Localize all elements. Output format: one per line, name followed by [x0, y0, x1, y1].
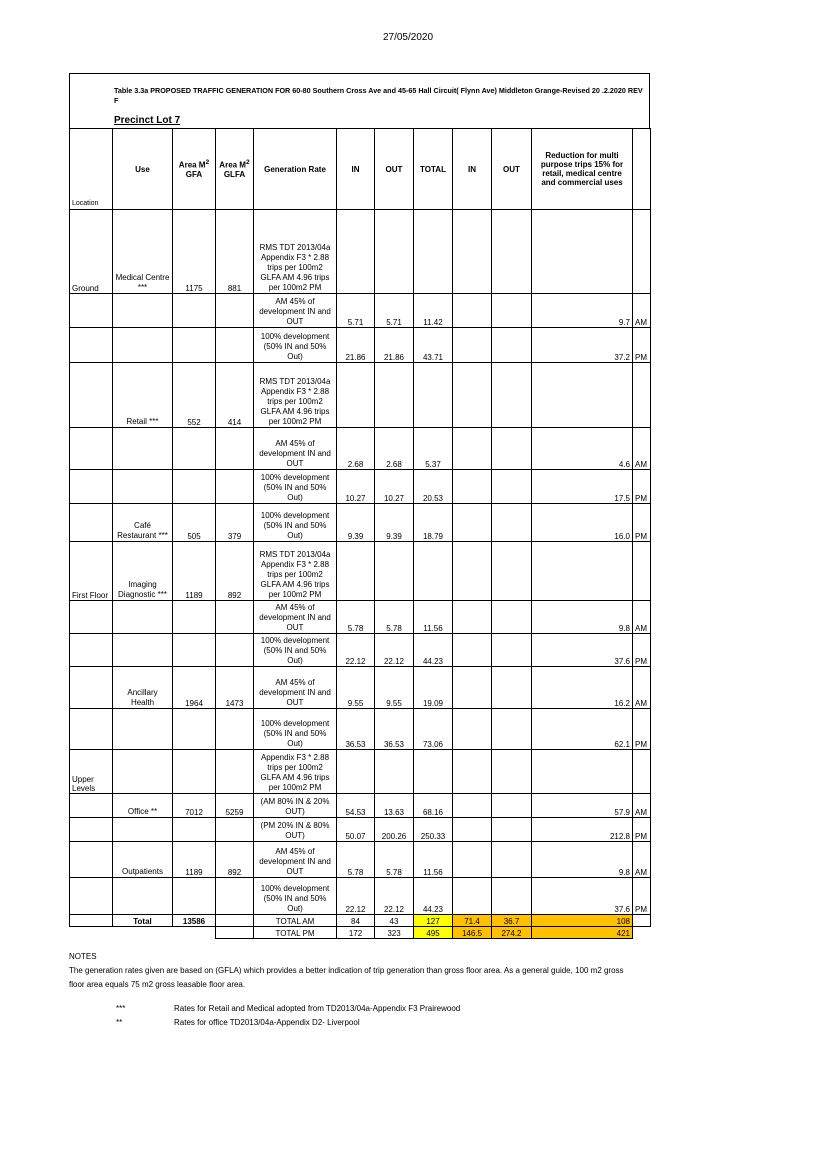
row-total: 11.42: [414, 294, 453, 328]
row-gfa: 505: [173, 504, 216, 542]
row-in: 5.78: [337, 601, 375, 634]
row-out: 2.68: [375, 428, 414, 470]
row-glfa: 892: [216, 842, 254, 878]
footnote-1: [116, 1004, 460, 1013]
row-out-reduced: [492, 294, 532, 328]
total-pm-in: 172: [337, 927, 375, 939]
total-am-in-reduced: 71.4: [453, 915, 492, 927]
table-row: [70, 709, 651, 750]
row-in: 21.86: [337, 328, 375, 363]
total-pm-row: [70, 927, 651, 939]
row-reduction: [532, 750, 633, 794]
table-row: [70, 470, 651, 504]
row-in-reduced: [453, 842, 492, 878]
row-glfa: [216, 294, 254, 328]
table-row: [70, 794, 651, 818]
row-use: [113, 750, 173, 794]
row-gfa: [173, 294, 216, 328]
row-out-reduced: [492, 470, 532, 504]
col-reduction: Reduction for multi purpose trips 15% for retail, medical centre and commercial uses: [532, 129, 633, 210]
col-glfa: Area $M^2$ GLFA: [216, 129, 254, 210]
row-in: 5.71: [337, 294, 375, 328]
row-out-reduced: [492, 667, 532, 709]
row-generation-rate: (AM 80% IN & 20% OUT): [254, 794, 337, 818]
row-glfa: [216, 470, 254, 504]
row-reduction: 62.1: [532, 709, 633, 750]
footnote-2: [116, 1018, 360, 1027]
footnote-text: Rates for Retail and Medical adopted from TD2013/04a-Appendix F3 Prairewood: [174, 1004, 461, 1013]
row-out-reduced: [492, 428, 532, 470]
row-total: 68.16: [414, 794, 453, 818]
row-generation-rate: RMS TDT 2013/04a Appendix F3 * 2.88 trips per 100m2 GLFA AM 4.96 trips per 100m2 PM: [254, 542, 337, 601]
row-generation-rate: AM 45% of development IN and OUT: [254, 601, 337, 634]
row-location: [70, 363, 113, 428]
row-use: Retail ***: [113, 363, 173, 428]
row-glfa: 881: [216, 210, 254, 294]
row-period: AM: [633, 428, 651, 470]
row-location: [70, 667, 113, 709]
row-generation-rate: Appendix F3 * 2.88 trips per 100m2 GLFA AM 4.96 trips per 100m2 PM: [254, 750, 337, 794]
row-use: [113, 818, 173, 842]
row-out: [375, 750, 414, 794]
row-period: AM: [633, 842, 651, 878]
col-period: [633, 129, 651, 210]
row-glfa: [216, 634, 254, 667]
table-row: [70, 363, 651, 428]
footnote-text: Rates for office TD2013/04a-Appendix D2- Liverpool: [174, 1018, 360, 1027]
col-in: IN: [337, 129, 375, 210]
row-generation-rate: 100% development (50% IN and 50% Out): [254, 709, 337, 750]
row-reduction: 37.2: [532, 328, 633, 363]
row-use: Imaging Diagnostic ***: [113, 542, 173, 601]
total-am-in: 84: [337, 915, 375, 927]
col-use: Use: [113, 129, 173, 210]
row-in-reduced: [453, 470, 492, 504]
row-generation-rate: RMS TDT 2013/04a Appendix F3 * 2.88 trips per 100m2 GLFA AM 4.96 trips per 100m2 PM: [254, 210, 337, 294]
row-use: [113, 601, 173, 634]
row-gfa: 552: [173, 363, 216, 428]
row-total: 73.06: [414, 709, 453, 750]
row-reduction: 37.6: [532, 878, 633, 915]
row-use: Outpatients: [113, 842, 173, 878]
col-gfa: Area $M^2$ GFA: [173, 129, 216, 210]
row-out-reduced: [492, 328, 532, 363]
row-total: 44.23: [414, 878, 453, 915]
row-location: First Floor: [70, 542, 113, 601]
row-in: 9.39: [337, 504, 375, 542]
notes-text: The generation rates given are based on (GFLA) which provides a better indication of trip generation than gross floor area. As a general guide, 100 m2 gross floor area equals 75 m2 gross leasable floor area.: [69, 966, 624, 989]
row-in-reduced: [453, 294, 492, 328]
table-row: [70, 542, 651, 601]
row-total: 19.09: [414, 667, 453, 709]
row-out-reduced: [492, 794, 532, 818]
row-reduction: 9.7: [532, 294, 633, 328]
row-location: [70, 504, 113, 542]
row-reduction: 9.8: [532, 601, 633, 634]
row-location: [70, 470, 113, 504]
row-out: 9.39: [375, 504, 414, 542]
row-location: [70, 634, 113, 667]
col-total: TOTAL: [414, 129, 453, 210]
row-reduction: 9.8: [532, 842, 633, 878]
row-generation-rate: AM 45% of development IN and OUT: [254, 294, 337, 328]
table-title-block: [69, 73, 650, 129]
row-total: 43.71: [414, 328, 453, 363]
row-period: PM: [633, 878, 651, 915]
row-glfa: [216, 878, 254, 915]
row-glfa: [216, 818, 254, 842]
row-reduction: 17.5: [532, 470, 633, 504]
row-location: [70, 428, 113, 470]
row-period: [633, 750, 651, 794]
row-generation-rate: AM 45% of development IN and OUT: [254, 428, 337, 470]
row-use: [113, 428, 173, 470]
total-pm-out-reduced: 274.2: [492, 927, 532, 939]
row-reduction: 16.0: [532, 504, 633, 542]
total-gfa: 13586: [173, 915, 216, 927]
row-out: 22.12: [375, 634, 414, 667]
row-period: AM: [633, 667, 651, 709]
row-in: 54.53: [337, 794, 375, 818]
table-row: [70, 428, 651, 470]
row-in: [337, 542, 375, 601]
row-in-reduced: [453, 818, 492, 842]
row-generation-rate: 100% development (50% IN and 50% Out): [254, 504, 337, 542]
row-out-reduced: [492, 818, 532, 842]
total-am-label: TOTAL AM: [254, 915, 337, 927]
row-glfa: 892: [216, 542, 254, 601]
row-out-reduced: [492, 363, 532, 428]
row-location: [70, 842, 113, 878]
row-gfa: [173, 601, 216, 634]
row-total: 11.56: [414, 601, 453, 634]
row-location: [70, 794, 113, 818]
total-pm-out: 323: [375, 927, 414, 939]
col-location: Location: [70, 129, 113, 210]
table-title: Table 3.3a PROPOSED TRAFFIC GENERATION FOR 60-80 Southern Cross Ave and 45-65 Hall Circuit( Flynn Ave) Middleton Grange-Revised 20 .2.2020 REV F: [114, 86, 643, 105]
row-location: [70, 328, 113, 363]
row-in: 50.07: [337, 818, 375, 842]
row-period: PM: [633, 818, 651, 842]
header-row: [70, 129, 651, 210]
row-generation-rate: AM 45% of development IN and OUT: [254, 667, 337, 709]
row-period: PM: [633, 504, 651, 542]
row-out: 36.53: [375, 709, 414, 750]
row-in-reduced: [453, 794, 492, 818]
row-out-reduced: [492, 634, 532, 667]
row-period: AM: [633, 294, 651, 328]
row-location: [70, 601, 113, 634]
footnote-mark: ***: [116, 1004, 126, 1013]
row-in-reduced: [453, 709, 492, 750]
table-row: [70, 294, 651, 328]
total-am-reduction: 108: [532, 915, 633, 927]
row-reduction: 4.6: [532, 428, 633, 470]
col-rate: Generation Rate: [254, 129, 337, 210]
row-period: AM: [633, 601, 651, 634]
total-am-out: 43: [375, 915, 414, 927]
row-location: [70, 818, 113, 842]
row-use: [113, 470, 173, 504]
row-generation-rate: 100% development (50% IN and 50% Out): [254, 878, 337, 915]
total-am-total: 127: [414, 915, 453, 927]
row-use: [113, 634, 173, 667]
row-in: 22.12: [337, 878, 375, 915]
row-gfa: 1175: [173, 210, 216, 294]
total-am-row: [70, 915, 651, 927]
row-gfa: 1189: [173, 842, 216, 878]
row-in: 22.12: [337, 634, 375, 667]
row-glfa: 414: [216, 363, 254, 428]
row-generation-rate: (PM 20% IN & 80% OUT): [254, 818, 337, 842]
total-loc: [70, 915, 113, 927]
row-location: [70, 709, 113, 750]
notes-heading: NOTES: [69, 952, 97, 961]
row-gfa: [173, 470, 216, 504]
row-out: 5.78: [375, 842, 414, 878]
row-in-reduced: [453, 750, 492, 794]
row-out: 13.63: [375, 794, 414, 818]
row-generation-rate: 100% development (50% IN and 50% Out): [254, 328, 337, 363]
row-glfa: [216, 709, 254, 750]
total-glfa: [216, 915, 254, 927]
row-total: 18.79: [414, 504, 453, 542]
row-reduction: [532, 542, 633, 601]
row-in-reduced: [453, 542, 492, 601]
row-glfa: 379: [216, 504, 254, 542]
row-out: 21.86: [375, 328, 414, 363]
row-reduction: 37.6: [532, 634, 633, 667]
total-pm-reduction: 421: [532, 927, 633, 939]
row-use: Office **: [113, 794, 173, 818]
row-out: [375, 542, 414, 601]
row-in-reduced: [453, 601, 492, 634]
table-row: [70, 328, 651, 363]
total-am-out-reduced: 36.7: [492, 915, 532, 927]
row-glfa: [216, 601, 254, 634]
row-gfa: [173, 878, 216, 915]
total-pm-total: 495: [414, 927, 453, 939]
row-in: 10.27: [337, 470, 375, 504]
row-gfa: 1189: [173, 542, 216, 601]
traffic-generation-table: [69, 128, 651, 939]
row-in: [337, 750, 375, 794]
row-out: 200.26: [375, 818, 414, 842]
row-in-reduced: [453, 428, 492, 470]
row-total: [414, 542, 453, 601]
row-out-reduced: [492, 601, 532, 634]
row-in: 2.68: [337, 428, 375, 470]
row-generation-rate: 100% development (50% IN and 50% Out): [254, 634, 337, 667]
row-period: PM: [633, 634, 651, 667]
row-glfa: 1473: [216, 667, 254, 709]
row-gfa: 1964: [173, 667, 216, 709]
row-generation-rate: RMS TDT 2013/04a Appendix F3 * 2.88 trips per 100m2 GLFA AM 4.96 trips per 100m2 PM: [254, 363, 337, 428]
row-out: [375, 210, 414, 294]
row-period: PM: [633, 709, 651, 750]
report-date: 27/05/2020: [382, 32, 434, 43]
row-out: 10.27: [375, 470, 414, 504]
row-in-reduced: [453, 328, 492, 363]
row-out-reduced: [492, 842, 532, 878]
table-row: [70, 842, 651, 878]
row-use: Ancillary Health: [113, 667, 173, 709]
row-in: 36.53: [337, 709, 375, 750]
row-use: [113, 709, 173, 750]
row-out-reduced: [492, 878, 532, 915]
row-period: [633, 542, 651, 601]
row-location: [70, 878, 113, 915]
row-in-reduced: [453, 667, 492, 709]
row-period: PM: [633, 328, 651, 363]
row-total: [414, 363, 453, 428]
table-row: [70, 878, 651, 915]
row-use: Café Restaurant ***: [113, 504, 173, 542]
row-glfa: [216, 328, 254, 363]
row-in: [337, 210, 375, 294]
row-period: [633, 363, 651, 428]
row-total: 250.33: [414, 818, 453, 842]
row-use: [113, 328, 173, 363]
row-location: Ground: [70, 210, 113, 294]
row-total: [414, 210, 453, 294]
row-reduction: 212.8: [532, 818, 633, 842]
row-generation-rate: 100% development (50% IN and 50% Out): [254, 470, 337, 504]
total-am-period: [633, 915, 651, 927]
row-use: [113, 878, 173, 915]
table-row: [70, 634, 651, 667]
col-out: OUT: [375, 129, 414, 210]
row-out-reduced: [492, 504, 532, 542]
row-period: AM: [633, 794, 651, 818]
row-gfa: [173, 709, 216, 750]
row-out: 9.55: [375, 667, 414, 709]
row-in-reduced: [453, 363, 492, 428]
row-total: 44.23: [414, 634, 453, 667]
table-row: [70, 818, 651, 842]
row-glfa: [216, 428, 254, 470]
row-out-reduced: [492, 750, 532, 794]
row-reduction: 16.2: [532, 667, 633, 709]
row-out: [375, 363, 414, 428]
row-glfa: 5259: [216, 794, 254, 818]
row-total: 5.37: [414, 428, 453, 470]
row-use: [113, 294, 173, 328]
row-out-reduced: [492, 542, 532, 601]
row-generation-rate: AM 45% of development IN and OUT: [254, 842, 337, 878]
row-in-reduced: [453, 878, 492, 915]
row-total: 11.56: [414, 842, 453, 878]
row-use: Medical Centre ***: [113, 210, 173, 294]
row-reduction: [532, 363, 633, 428]
table-row: [70, 601, 651, 634]
row-total: [414, 750, 453, 794]
row-location: [70, 294, 113, 328]
row-in-reduced: [453, 634, 492, 667]
row-in-reduced: [453, 504, 492, 542]
row-location: Upper Levels: [70, 750, 113, 794]
table-row: [70, 504, 651, 542]
row-gfa: 7012: [173, 794, 216, 818]
row-out: 5.78: [375, 601, 414, 634]
col-out-reduced: OUT: [492, 129, 532, 210]
row-gfa: [173, 328, 216, 363]
col-in-reduced: IN: [453, 129, 492, 210]
row-in: 9.55: [337, 667, 375, 709]
row-gfa: [173, 750, 216, 794]
row-out: 5.71: [375, 294, 414, 328]
table-row: [70, 210, 651, 294]
row-in: [337, 363, 375, 428]
row-in: 5.78: [337, 842, 375, 878]
row-out: 22.12: [375, 878, 414, 915]
row-glfa: [216, 750, 254, 794]
row-gfa: [173, 634, 216, 667]
footnote-mark: **: [116, 1018, 123, 1027]
row-period: PM: [633, 470, 651, 504]
row-total: 20.53: [414, 470, 453, 504]
row-in-reduced: [453, 210, 492, 294]
total-pm-in-reduced: 146.5: [453, 927, 492, 939]
row-gfa: [173, 818, 216, 842]
total-label: Total: [113, 915, 173, 927]
row-out-reduced: [492, 210, 532, 294]
row-gfa: [173, 428, 216, 470]
total-pm-label: TOTAL PM: [254, 927, 337, 939]
table-row: [70, 750, 651, 794]
row-reduction: 57.9: [532, 794, 633, 818]
table-row: [70, 667, 651, 709]
row-period: [633, 210, 651, 294]
row-reduction: [532, 210, 633, 294]
row-out-reduced: [492, 709, 532, 750]
notes-block: [69, 950, 629, 992]
precinct-label: Precinct Lot 7: [114, 115, 181, 126]
